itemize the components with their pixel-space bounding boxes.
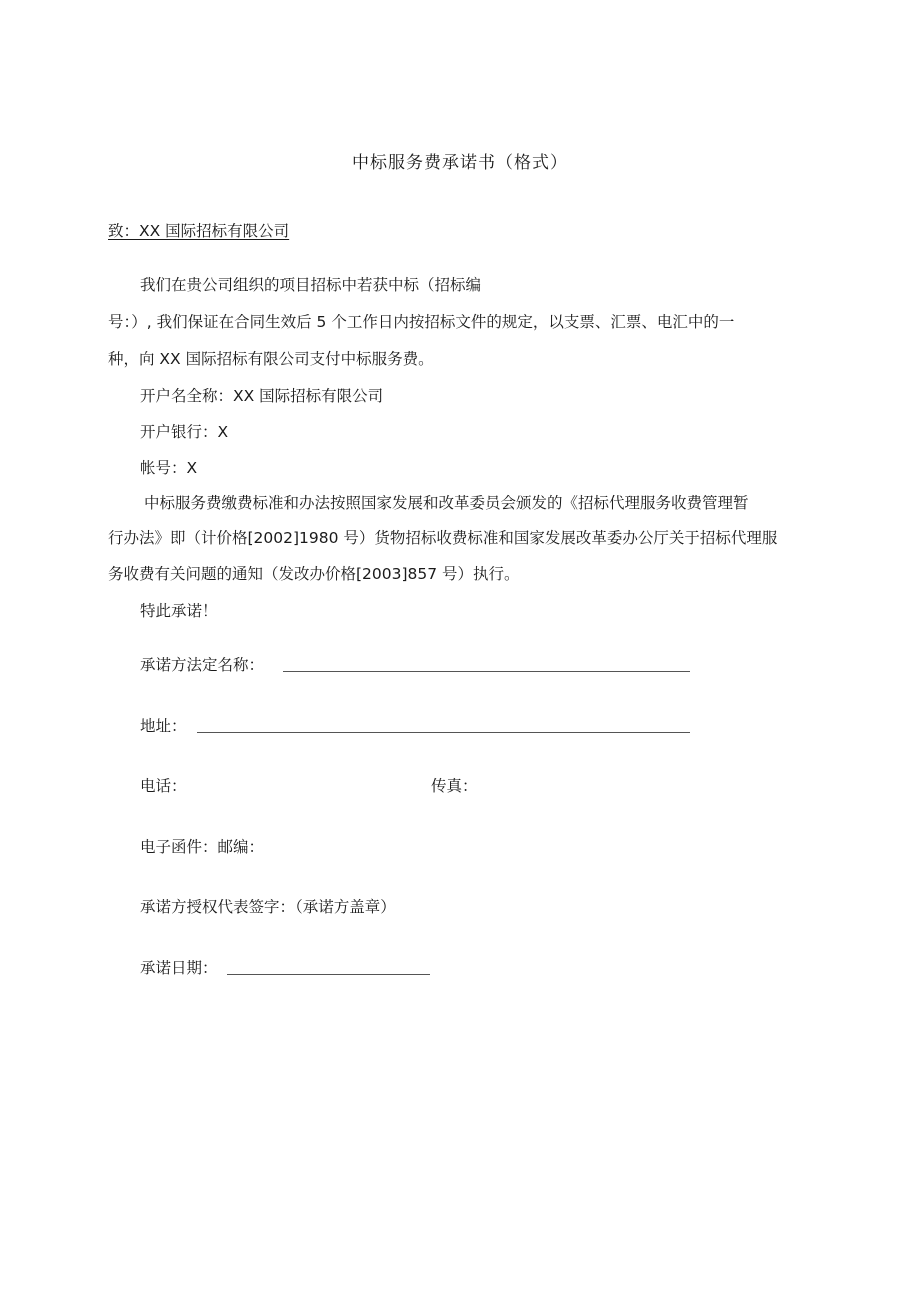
- legal-name-line[interactable]: [283, 671, 690, 672]
- phone-label: 电话：: [140, 777, 187, 795]
- account-bank: 开户银行：X: [140, 423, 229, 441]
- account-number: 帐号：X: [140, 459, 198, 477]
- date-line[interactable]: [227, 974, 430, 975]
- address-line[interactable]: [197, 732, 690, 733]
- date-label: 承诺日期：: [140, 959, 218, 977]
- addressee: 致：XX 国际招标有限公司: [108, 222, 290, 240]
- account-name: 开户名全称：XX 国际招标有限公司: [140, 387, 384, 405]
- closing-statement: 特此承诺！: [140, 602, 218, 620]
- paragraph2-line3: 务收费有关问题的通知（发改办价格[2003]857 号）执行。: [108, 565, 520, 583]
- paragraph1-line3: 种，向 XX 国际招标有限公司支付中标服务费。: [108, 350, 434, 368]
- fax-label: 传真：: [431, 777, 478, 795]
- document-title: 中标服务费承诺书（格式）: [352, 153, 568, 173]
- legal-name-label: 承诺方法定名称：: [140, 656, 265, 674]
- paragraph2-line2: 行办法》即（计价格[2002]1980 号）货物招标收费标准和国家发展改革委办公厅关于招标代理服: [108, 529, 778, 547]
- paragraph1-line2: 号：）, 我们保证在合同生效后 5 个工作日内按招标文件的规定，以支票、汇票、电汇中的一: [108, 313, 735, 331]
- email-postcode-label: 电子函件：邮编：: [140, 838, 265, 856]
- paragraph2-line1: 中标服务费缴费标准和办法按照国家发展和改革委员会颁发的《招标代理服务收费管理暂: [144, 494, 749, 512]
- paragraph1-line1: 我们在贵公司组织的项目招标中若获中标（招标编: [140, 276, 482, 294]
- signature-label: 承诺方授权代表签字：（承诺方盖章）: [140, 898, 396, 916]
- address-label: 地址：: [140, 717, 187, 735]
